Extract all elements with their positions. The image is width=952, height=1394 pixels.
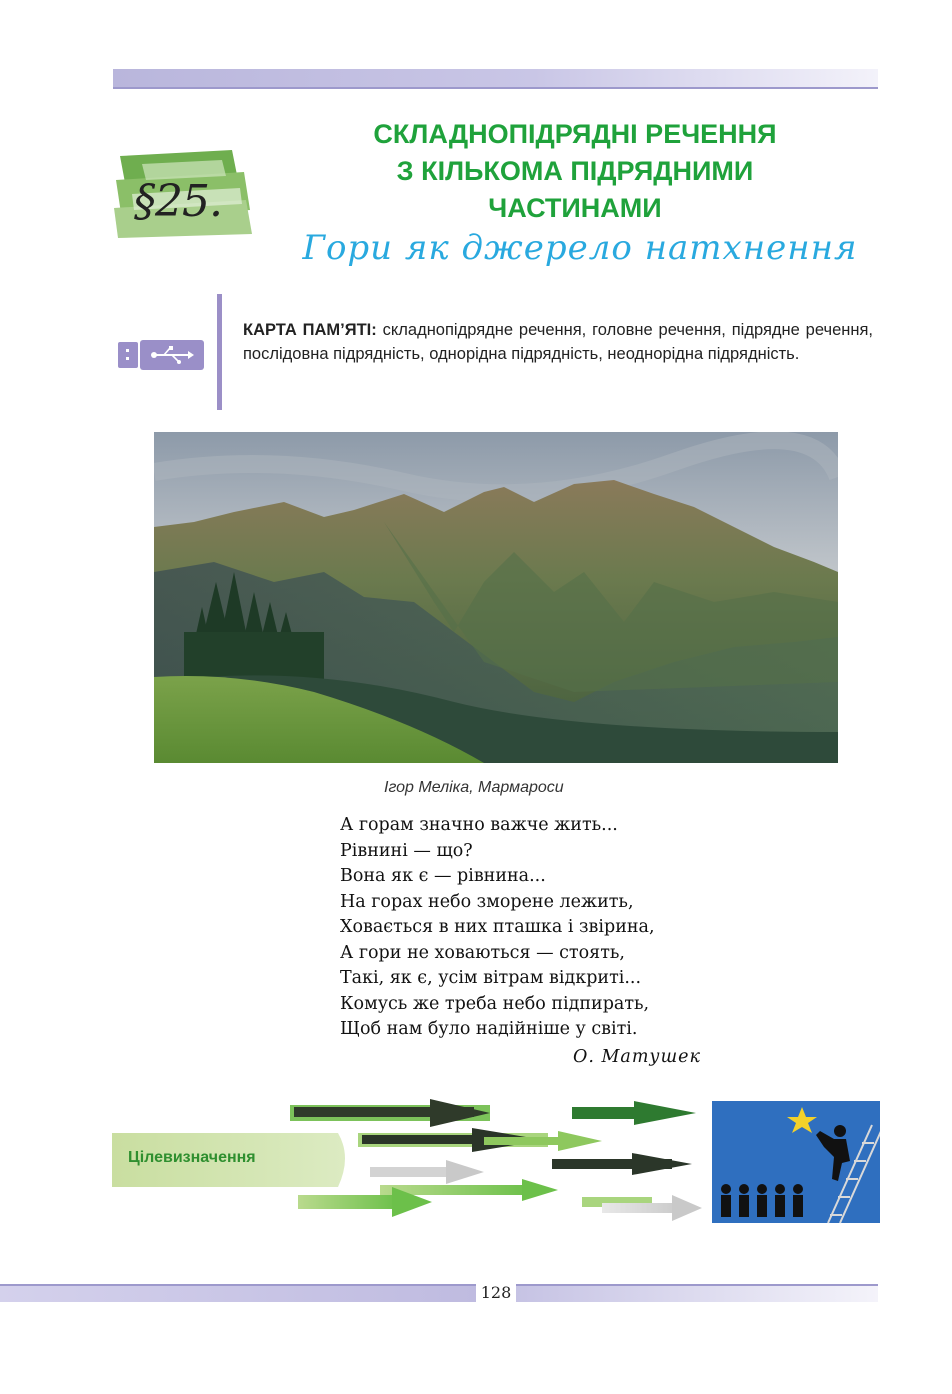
bottom-decorative-bar-right (516, 1284, 878, 1302)
poem-line: Рівнині — що? (340, 840, 473, 861)
poem (340, 813, 655, 1043)
usb-icon (118, 340, 204, 370)
poem-line: А гори не ховаються — стоять, (340, 942, 625, 963)
memory-card (243, 318, 873, 366)
section-number: §25. (134, 176, 222, 227)
poem-line: На горах небо зморене лежить, (340, 891, 634, 912)
arrow-row-1 (290, 1099, 696, 1127)
bottom-decorative-bar-left (0, 1284, 476, 1302)
poem-line: Вона як є — рівнина... (340, 866, 546, 886)
poem-line: Щоб нам було надійніше у світі. (340, 1019, 638, 1039)
poem-line: Такі, як є, усім вітрам відкриті... (340, 968, 642, 988)
poem-line: А горам значно важче жить... (340, 815, 618, 835)
memory-card-text: складнопідрядне речення, головне речення, підрядне речення, послідовна підрядність, однорідна підрядність, неоднорідна підрядність. (243, 321, 874, 363)
poem-author: О. Матушек (573, 1047, 701, 1067)
page-number: 128 (480, 1283, 512, 1302)
mountain-photo (154, 432, 838, 763)
lesson-subtitle: Гори як джерело натхнення (302, 228, 858, 268)
goal-setting-label: Цілевизначення (128, 1149, 256, 1166)
arrow-row-3 (370, 1153, 692, 1201)
memory-card-divider (217, 294, 222, 410)
title-line: ЧАСТИНАМИ (488, 193, 662, 223)
lesson-title (300, 116, 850, 227)
top-decorative-bar (113, 69, 878, 87)
poem-line: Ховається в них пташка і звірина, (340, 917, 655, 937)
photo-caption: Ігор Меліка, Мармароси (384, 779, 564, 796)
poem-line: Комусь же треба небо підпирать, (340, 993, 650, 1014)
section-badge (112, 150, 252, 238)
arrow-row-2 (358, 1128, 602, 1152)
title-line: СКЛАДНОПІДРЯДНІ РЕЧЕННЯ (373, 119, 777, 149)
title-line: З КІЛЬКОМА ПІДРЯДНИМИ (396, 156, 754, 186)
memory-card-label: КАРТА ПАМ’ЯТІ: (243, 321, 377, 339)
